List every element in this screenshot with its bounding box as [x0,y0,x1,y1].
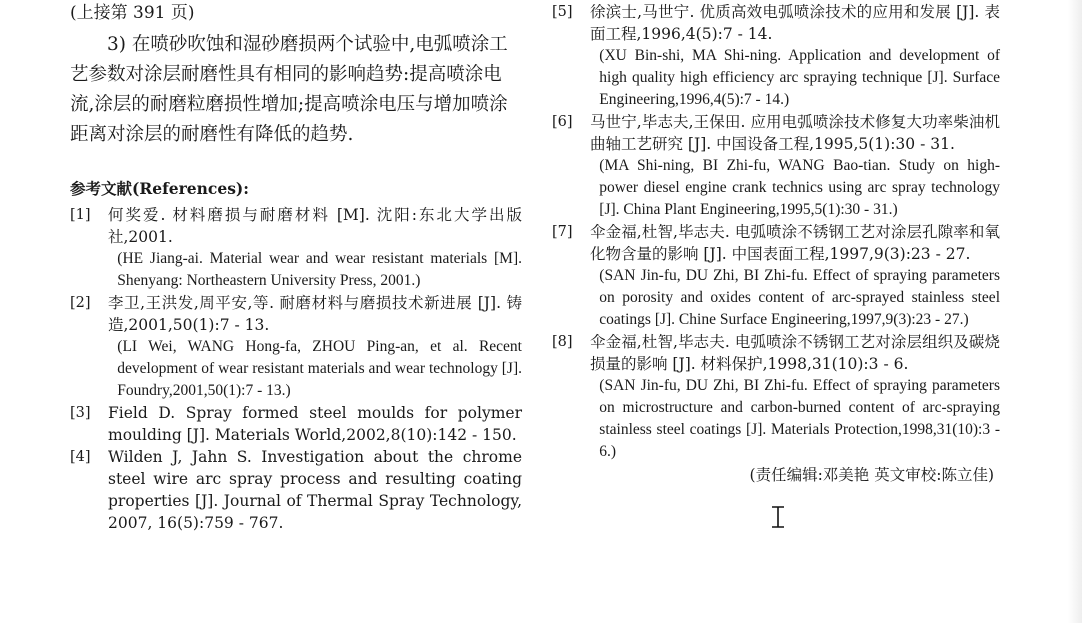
scrollbar-edge[interactable] [1068,0,1082,623]
reference-text: Field D. Spray formed steel moulds for polymer moulding [J]. Materials World,2002,8(10):142 - 150. [108,404,522,444]
reference-item [552,331,1000,463]
reference-text: 李卫,王洪发,周平安,等. 耐磨材料与磨损技术新进展 [J]. 铸造,2001,50(1):7 - 13. [108,294,522,334]
reference-number: [3] [70,405,91,421]
reference-item [70,402,522,446]
reference-item [70,446,522,534]
left-column [70,0,522,534]
reference-translation: (MA Shi-ning, BI Zhi-fu, WANG Bao-tian. Study on high-power diesel engine crank technics using arc spray technology [J]. China Plant Engineering,1995,5(1):30 - 31.) [599,157,1000,218]
reference-number: [8] [552,334,573,350]
reference-translation: (HE Jiang-ai. Material wear and wear resistant materials [M]. Shenyang: Northeastern University Press, 2001.) [117,250,522,289]
references-heading: 参考文献(References): [70,179,249,198]
continuation-note: (上接第 391 页) [70,3,195,23]
reference-list-right [552,1,1000,463]
reference-text: 伞金福,杜智,毕志夫. 电弧喷涂不锈钢工艺对涂层孔隙率和氧化物含量的影响 [J]. 中国表面工程,1997,9(3):23 - 27. [590,223,1000,263]
reference-number: [5] [552,4,573,20]
editor-credit: (责任编辑:邓美艳 英文审校:陈立佳) [749,466,994,484]
reference-translation: (LI Wei, WANG Hong-fa, ZHOU Ping-an, et al. Recent development of wear resistant materials and wear technology [J]. Foundry,2001,50(1):7 - 13.) [117,338,522,399]
text-cursor-icon [771,506,785,528]
right-column [552,0,1000,486]
reference-translation: (XU Bin-shi, MA Shi-ning. Application and development of high quality high efficiency arc spraying technique [J]. Surface Engineering,1996,4(5):7 - 14.) [599,47,1000,108]
reference-item [70,292,522,402]
reference-number: [6] [552,114,573,130]
reference-item [70,204,522,292]
reference-number: [1] [70,207,91,223]
reference-text: Wilden J, Jahn S. Investigation about the chrome steel wire arc spray process and resulting coating properties [J]. Journal of Thermal Spray Technology, 2007, 16(5):759 - 767. [108,448,522,532]
reference-number: [4] [70,449,91,465]
reference-text: 伞金福,杜智,毕志夫. 电弧喷涂不锈钢工艺对涂层组织及碳烧损量的影响 [J]. 材料保护,1998,31(10):3 - 6. [590,333,1000,373]
reference-item [552,221,1000,331]
reference-number: [2] [70,295,91,311]
conclusion-paragraph: 3) 在喷砂吹蚀和湿砂磨损两个试验中,电弧喷涂工艺参数对涂层耐磨性具有相同的影响趋势:提高喷涂电流,涂层的耐磨粒磨损性增加;提高喷涂电压与增加喷涂距离对涂层的耐磨性有降低的趋势. [70,34,508,145]
reference-text: 马世宁,毕志夫,王保田. 应用电弧喷涂技术修复大功率柴油机曲轴工艺研究 [J]. 中国设备工程,1995,5(1):30 - 31. [590,113,1000,153]
reference-number: [7] [552,224,573,240]
reference-item [552,1,1000,111]
reference-translation: (SAN Jin-fu, DU Zhi, BI Zhi-fu. Effect of spraying parameters on porosity and oxides content of arc-sprayed stainless steel coatings [J]. Chine Surface Engineering,1997,9(3):23 - 27.) [599,267,1000,328]
reference-item [552,111,1000,221]
reference-text: 徐滨士,马世宁. 优质高效电弧喷涂技术的应用和发展 [J]. 表面工程,1996,4(5):7 - 14. [590,3,1000,43]
reference-translation: (SAN Jin-fu, DU Zhi, BI Zhi-fu. Effect of spraying parameters on microstructure and carbon-burned content of arc-spraying stainless steel coatings [J]. Materials Protection,1998,31(10):3 - 6.) [599,377,1000,460]
reference-text: 何奖爱. 材料磨损与耐磨材料 [M]. 沈阳:东北大学出版社,2001. [108,206,522,246]
reference-list-left [70,204,522,534]
